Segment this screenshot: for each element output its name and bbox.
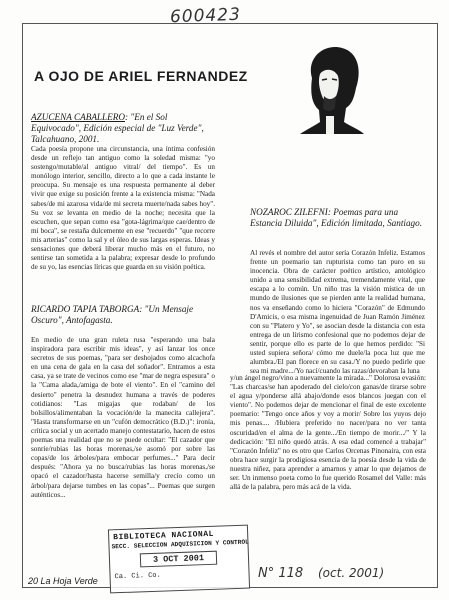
stamp-date: 3 OCT 2001 — [140, 551, 217, 568]
review2-title: : "Un Mensaje Oscuro", Antofagasta. — [31, 304, 194, 325]
review1-author: AZUCENA CABALLERO — [31, 112, 126, 122]
review1-title: : "En el Sol Equivocado", Edición especial de "Luz Verde", Talcahuano, 2001. — [31, 112, 204, 144]
review1-text: Cada poesía propone una circunstancia, una íntima confesión desde un reflejo tan antiguo como la soledad misma: "yo sostengo/mutable/al antiguo vitral/ del tiempo". Es un monólogo interior, sencillo, directo a lo que a cada instante le preocupa. Su mensaje es una respuesta permanente al deber vivir que exige su posición frente a la existencia misma: "Nada sabes/de mi azarosa vida/de mi secreta muerte/nada sabes hoy". Su voz se levanta en medio de la noche; necesita que la escuchen, que sepan como esa "gota-lágrima/que cae/dentro de mi boca", se restaña dulcemente en ese "recuerdo" "que recorre mis arterias" como la sal y el óleo de sus largas esperas. Ideas y sensaciones que deberá liberar mucho más en el futuro, no sentirse tan sometida a la palabra; expresar desde lo profundo de su yo, las esencias líricas que guarda en su visión poética. — [31, 145, 215, 272]
stamp-library-name: BIBLIOTECA NACIONAL — [113, 529, 215, 543]
review3-text: Al revés el nombre del autor sería Corazón Infeliz. Estamos frente un poemario tan rupturista como tan puro en su inocencia. Obra de carácter poético artístico, antológico unido a una sensibilidad extrema, tremendamente vital, que escapa a lo común. Un niño tras la visión mística de un mundo de ilusiones que se pierden ante la realidad humana, nos va enseñando como lo hiciera "Corazón" de Edmundo D'Amicis, o esa misma ingenuidad de Juan Ramón Jiménez con su "Platero y Yo", se asocian desde la distancia con esta entrega de un lírismo confesional que no podemos dejar de sentir, porque ello es parte de lo que hemos perdido: "Si usted supiera señora/ cómo me duele/la poca luz que me alumbra./El pan florece en su casa./Y no puedo pedirle que sea mi madre.../Yo nací/cuando las razas/devoraban la luna — [250, 249, 425, 376]
review2-text: En medio de una gran ruleta rusa "esperando una bala inspiradora para escribir mis ideas", y así lanzar los once secretos de sus poemas, "para ser deshojados como alcachofa en una cena de gala en la casa del soñador". Entramos a esta casa, ya se trate de vecinos como ese "mar de negra espesura" o la "Cama alada,/amiga de bote el viento". En el "camino del desierto" penetra la desnudez humana a través de poderes cotidianos: "Las migajas que rodaban/ de los bolsillos/alimentaban la vocación/de la manecita callejera". "Hasta transformarse en un "cufón democrático (B.D.)": ironía, crítica social y un acertado manejo contestatario, hacen de estos poemas una realidad que no se puede ocultar: "El cazador que sonríe/rubias las horas morenas,/se asomó por sobre las copas/de los árboles/para embocar perfumes..." Para decir después: "Ahora ya no busca/rubias las horas morenas,/se opacó el cazador/hasta hacerse semilla/y crecío como un árbol/para dejarse tumbes en las copas"... Poemas que surgen auténticos... — [31, 336, 215, 499]
handwritten-top-number: 600423 — [169, 4, 242, 28]
review1-body — [31, 145, 215, 303]
stamp-fields: Ca. Ci. Co. — [114, 571, 161, 582]
review3-body — [250, 249, 425, 376]
review2-body — [31, 336, 215, 544]
handwritten-registry-number: N° 118 — [258, 566, 304, 581]
stamp-section: SECC. SELECCION ADQUISICION Y CONTROL — [111, 538, 249, 551]
review3-heading — [250, 207, 426, 229]
author-portrait — [294, 38, 364, 134]
review2-heading — [31, 304, 215, 326]
library-stamp — [108, 525, 250, 594]
review3-author: NOZAROC ZILEFNI — [250, 207, 328, 217]
page-footer: 20 La Hoja Verde — [28, 576, 98, 586]
review3-continuation — [230, 374, 426, 541]
column-title: A OJO DE ARIEL FERNANDEZ — [34, 68, 248, 84]
handwritten-registry-date: (oct. 2001) — [318, 566, 385, 580]
review3-continuation-text: y/un ángel negro/vino a nuevamente la mirada..." Dolorosa evasión: "Las charcas/se han apoderado del cielo/con ganas/de tirarse sobre el agua y/ponderse allá abajo/donde esos blancos juegan con el viento". No podemos dejar de mencionar el final de este excelente poemario: "Tengo once años y voy a morir/ Sobre los yuyos dejo mis penas.... /Hubiera preferido no nacer/para no ver tanta oscuridad/en el alma de la gente.../En tiempo de morir.../" Y la dedicación: "El niño quedó atrás. A esa edad comencé a trabajar" "Corazón Infeliz" no es otro que Carlos Orcenas Pinonaira, con esta obra hace surgir la prodigiosa esencia de la poesía desde la vida de nuestra niñez, para aprender a amarnos y amar lo que dejamos de ser. Un inmenso poeta como lo fue querido Rosamel del Valle: más allá de la palabra, pero más acá de la vida. — [230, 374, 426, 492]
review2-author: RICARDO TAPIA TABORGA — [31, 304, 140, 314]
review3-title: : Poemas para una Estancia Diluida", Edición limitada, Santiago. — [250, 207, 423, 228]
review1-heading — [31, 112, 219, 145]
